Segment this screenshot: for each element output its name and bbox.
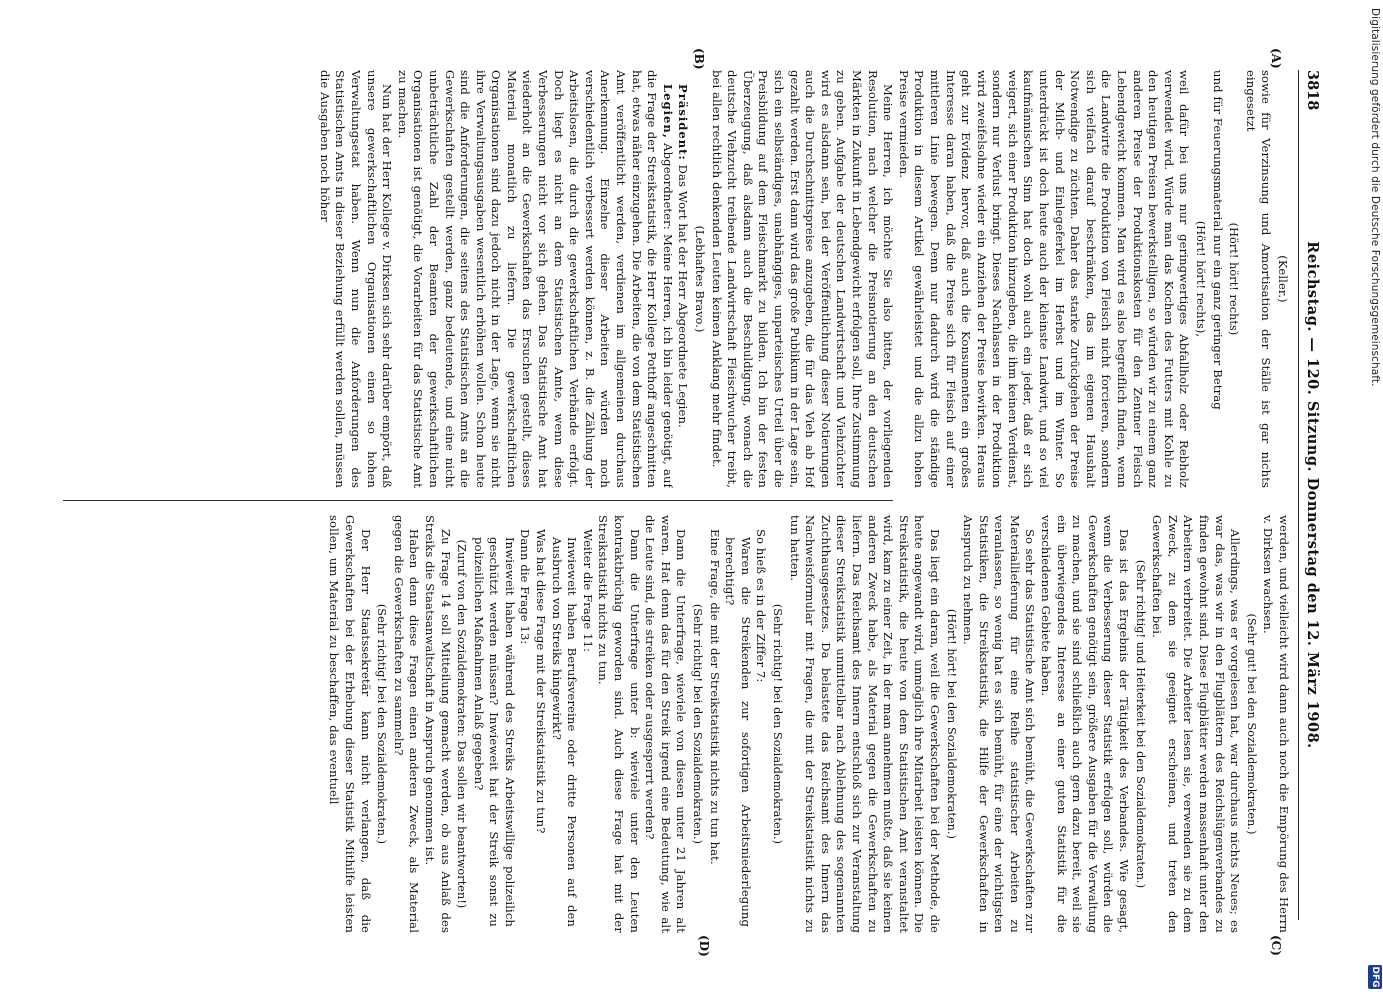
- interjection: (Lebhaftes Bravo.): [693, 225, 707, 333]
- page-header: [1298, 70, 1321, 920]
- margin-marker-c: (C): [1269, 935, 1283, 956]
- legien-paragraph: [394, 70, 675, 488]
- quoted-question: Inwieweit haben Berufsvereine oder dritte Personen auf den Ausbruch von Streiks hingewirkt?: [549, 537, 580, 927]
- interjection: (Hört! hört! bei den Sozialdemokraten.): [944, 608, 958, 840]
- speech-text: Das Wort hat der Herr Abgeordnete Legien.: [676, 164, 691, 428]
- paragraph: So hieß es in der Ziffer 7:: [754, 529, 769, 683]
- interjection: (Sehr richtig! bei den Sozialdemokraten.): [375, 603, 389, 845]
- paragraph: Allerdings, was er vorgelesen hat, war durchaus nichts Neues; es war das, was wir in den Flugblättern des Reichslügenverbandes zu finden gewohnt sind. Diese Flugblätter werden massenhaft unter den Arbeitern verbreitet. Die Arbeiter lesen sie, verwenden sie zu dem Zweck, zu dem sie geeignet erscheinen, und treten den Gewerkschaften bei.: [1150, 515, 1243, 933]
- paragraph: So sehr das Statistische Amt sich bemüht, die Gewerkschaften zur Materiallieferung für eine Reihe statistischer Arbeiten zu veranlassen, so wenig hat es sich bemüht, für eine der wichtigsten Statistiken, die Streikstatistik, die Hilfe der Gewerkschaften in Anspruch zu nehmen.: [961, 515, 1038, 933]
- president-paragraph: [675, 70, 691, 488]
- speaker-tag: (Keller.): [1276, 255, 1290, 303]
- interjection: (Sehr richtig! und Heiterkeit bei den Sozialdemokraten.): [1133, 559, 1147, 889]
- quoted-question: Waren die Streikenden zur sofortigen Arbeitsniederlegung berechtigt?: [723, 537, 753, 927]
- speech-text: Abgeordneter: Meine Herren, ich bin leider genötigt, auf die Frage der Streikstatistik, die Herr Kollege Potthoff angeschnitten hat, etwas näher einzugehen. Die Arbeiten, die von dem Statistischen Amt veröffentlicht werden, verdienen im allgemeinen durchaus Anerkennung. Einzelne dieser Arbeiten würden noch verschiedentlich verbessert werden können, z. B. die Zählung der Arbeitslosen, die durch die gewerkschaftlichen Verbände erfolgt. Doch liegt es nicht an dem Statistischen Amte, wenn diese Verbesserungen nicht vor sich gehen. Das Statistische Amt hat wiederholt an die Gewerkschaften das Ersuchen gestellt, dieses Material monatlich zu liefern. Die gewerkschaftlichen Organisationen sind dazu jedoch nicht in der Lage, wenn sie nicht ihre Verwaltungsausgaben wesentlich erhöhen wollen. Schon heute sind die Anforderungen, die seitens des Statistischen Amts an die Gewerkschaften gestellt werden, ganz bedeutende, und eine nicht unbeträchtliche Zahl der Beamten der gewerkschaftlichen Organisationen ist genötigt, die Vorarbeiten für das Statistische Amt zu machen.: [395, 70, 675, 488]
- speaker-label: Präsident:: [676, 84, 691, 161]
- margin-marker-d: (D): [697, 935, 711, 957]
- paragraph: Nun hat der Herr Kollege v. Dirksen sich sehr darüber empört, daß unsere gewerkschaftlichen Organisationen einen so hohen Verwaltungsetat haben. Wenn nun die Anforderungen des Statistischen Amts in dieser Beziehung erfüllt werden sollen, müssen die Ausgaben noch höher: [317, 70, 395, 488]
- paragraph: sowie für Verzinsung und Amortisation der Ställe ist gar nichts eingesetzt: [1243, 70, 1274, 488]
- paragraph: Das liegt ein daran, weil die Gewerkschaften bei der Methode, die heute angewandt wird, unmöglich ihre Mitarbeit leisten können. Die Streikstatistik, die heute von dem Statistischen Amt veranstaltet wird, kam zu einer Zeit, in der man annehmen mußte, daß sie keinen anderen Zweck habe, als Material gegen die Gewerkschaften zu liefern. Das Reichsamt des Innern entschloß sich zur Veranstaltung dieser Streikstatistik unmittelbar nach Ablehnung des sogenannten Zuchthausgesetzes. Da belastete das Reichsamt des Innern das Nachweisformular mit Fragen, die mit der Streikstatistik nichts zu tun hatten.: [787, 515, 942, 933]
- speaker-label: Legien,: [660, 84, 675, 139]
- quoted-question: Inwieweit haben während des Streiks Arbeitswillige polizeilich geschützt werden müssen? Inwieweit hat der Streik sonst zu polizeilichen Maßnahmen Anlaß gegeben?: [471, 537, 517, 927]
- interjection: (Sehr richtig! bei den Sozialdemokraten.): [691, 603, 705, 845]
- column-divider: [63, 500, 893, 501]
- interjection: (Sehr richtig! bei den Sozialdemokraten.): [771, 603, 784, 845]
- paragraph: Der Herr Staatssekretär kann nicht verlangen, daß die Gewerkschaften bei der Erhebung dieser Statistik Mithilfe leisten sollen, um Material zu beschaffen, das eventuell: [327, 515, 373, 933]
- margin-marker-b: (B): [692, 48, 706, 70]
- interjection: (Sehr gut! bei den Sozialdemokraten.): [1244, 613, 1258, 835]
- paragraph: und für Feuerungsmaterial nur ein ganz geringer Betrag: [1210, 70, 1225, 410]
- paragraph: Dann die Unterfrage, wieviele von diesen unter 21 Jahren alt waren. Hat denn das für den Streik irgend eine Bedeutung, wie alt die Leute sind, die streiken oder ausgesperrt werden?: [643, 515, 689, 933]
- paragraph: Zu Frage 14 soll Mitteilung gemacht werden, ob aus Anlaß des Streiks die Staatsanwaltschaft in Anspruch genommen ist.: [422, 515, 453, 933]
- interjection: (Hört! hört! rechts): [1227, 222, 1241, 336]
- paragraph: Haben denn diese Fragen einen anderen Zweck, als Material gegen die Gewerkschaften zu sammeln?: [391, 515, 422, 933]
- paragraph: weil dafür bei uns nur geringwertiges Abfallholz oder Rebholz verwendet wird. Würde man das Kochen des Futters mit Kohle zu den heutigen Preisen bewerkstelligen, so würden wir zu einem ganz anderen Preise der Produktionskosten für den Zentner Fleisch Lebendgewicht kommen. Man wird es also begreiflich finden, wenn die Landwirte die Produktion von Fleisch nicht forcieren, sondern sich vielfach darauf beschränken, das im eigenen Haushalt Notwendige zu züchten. Daher das starke Zurückgehen der Preise der Milch- und Einlegeferkel im Herbst und im Winter. So unterdrückt ist doch heute auch der kleinste Landwirt, und so viel kaufmännischen Sinn hat doch wohl auch ein jeder, daß er sich weigert, sich einer Produktion hinzugeben, die ihm keinen Verdienst, sondern nur Verlust bringt. Dieses Nachlassen in der Produktion wird zweifelsohne wieder ein Anziehen der Preise bewirken. Heraus geht zur Evidenz hervor, daß auch die Konsumenten ein großes Interesse daran haben, daß die Preise sich für Fleisch auf einer mittleren Linie bewegen. Denn nur dadurch wird die ständige Produktion in diesem Artikel gewährleistet und die allzu hohen Preise vermieden.: [896, 70, 1192, 488]
- paragraph: Dann die Unterfrage unter b: wieviele unter den Leuten kontraktbrüchig geworden sind. Auch diese Frage hat mit der Streikstatistik nichts zu tun.: [596, 515, 642, 933]
- paragraph: Was hat diese Frage mit der Streikstatistik zu tun?: [534, 529, 549, 834]
- page-title: Reichstag. — 120. Sitzung. Donnerstag den 12. März 1908.: [1304, 241, 1321, 749]
- sidebar: [1363, 0, 1383, 1000]
- interjection: (Zuruf von den Sozialdemokraten: Das sollen wir beantworten!): [455, 539, 469, 909]
- dfg-logo: DFG: [1370, 966, 1380, 988]
- paragraph: Meine Herren, ich möchte Sie also bitten, der vorliegenden Resolution, nach welcher die Preisnotierung an den deutschen Märkten in Zukunft in Lebendgewicht erfolgen soll, Ihre Zustimmung zu geben. Aufgabe der deutschen Landwirtschaft und Viehzüchter wird es alsdann sein, bei der Veröffentlichung dieser Notierungen auch die Durchschnittspreise anzugeben, die für das Vieh ab Hof gezahlt werden. Erst dann wird das große Publikum in der Lage sein, sich ein selbständiges, unabhängiges, unparteiisches Urteil über die Preisbildung auf dem Fleischmarkt zu bilden. Ich bin der festen Überzeugung, daß alsdann auch die Beschuldigung, wonach die deutsche Viehzucht treibende Landwirtschaft Fleischwucher treibt, bei allen rechtlich denkenden Leuten keinen Anklang mehr findet.: [709, 70, 896, 488]
- right-column: [81, 515, 1291, 933]
- paragraph: Das ist das Ergebnis der Tätigkeit des Verbandes. Wie gesagt, wenn die Verbesserung dieser Statistik erfolgen soll, würden die Gewerkschaften genötigt sein, größere Ausgaben für die Verwaltung zu machen, und sie sind schließlich auch gern dazu bereit, weil sie ein überwiegendes Interesse an einer guten Statistik für die verschiedenen Gebiete haben.: [1039, 515, 1132, 933]
- paragraph: Dann die Frage 13:: [518, 529, 533, 645]
- funding-note: Digitalisierung gefördert durch die Deutsche Forschungsgemeinschaft.: [1369, 8, 1381, 387]
- interjection: (Hört! hört! rechts),: [1194, 220, 1208, 338]
- paragraph: werden, und vielleicht wird dann auch noch die Empörung des Herrn v. Dirksen wachsen.: [1261, 515, 1291, 933]
- margin-marker-a: (A): [1269, 48, 1283, 69]
- paragraph: Weiter die Frage 11:: [580, 529, 595, 653]
- left-column: [81, 70, 1291, 488]
- page-number: 3818: [1304, 70, 1321, 111]
- paragraph: Eine Frage, die mit der Streikstatistik nichts zu tun hat.: [707, 529, 722, 865]
